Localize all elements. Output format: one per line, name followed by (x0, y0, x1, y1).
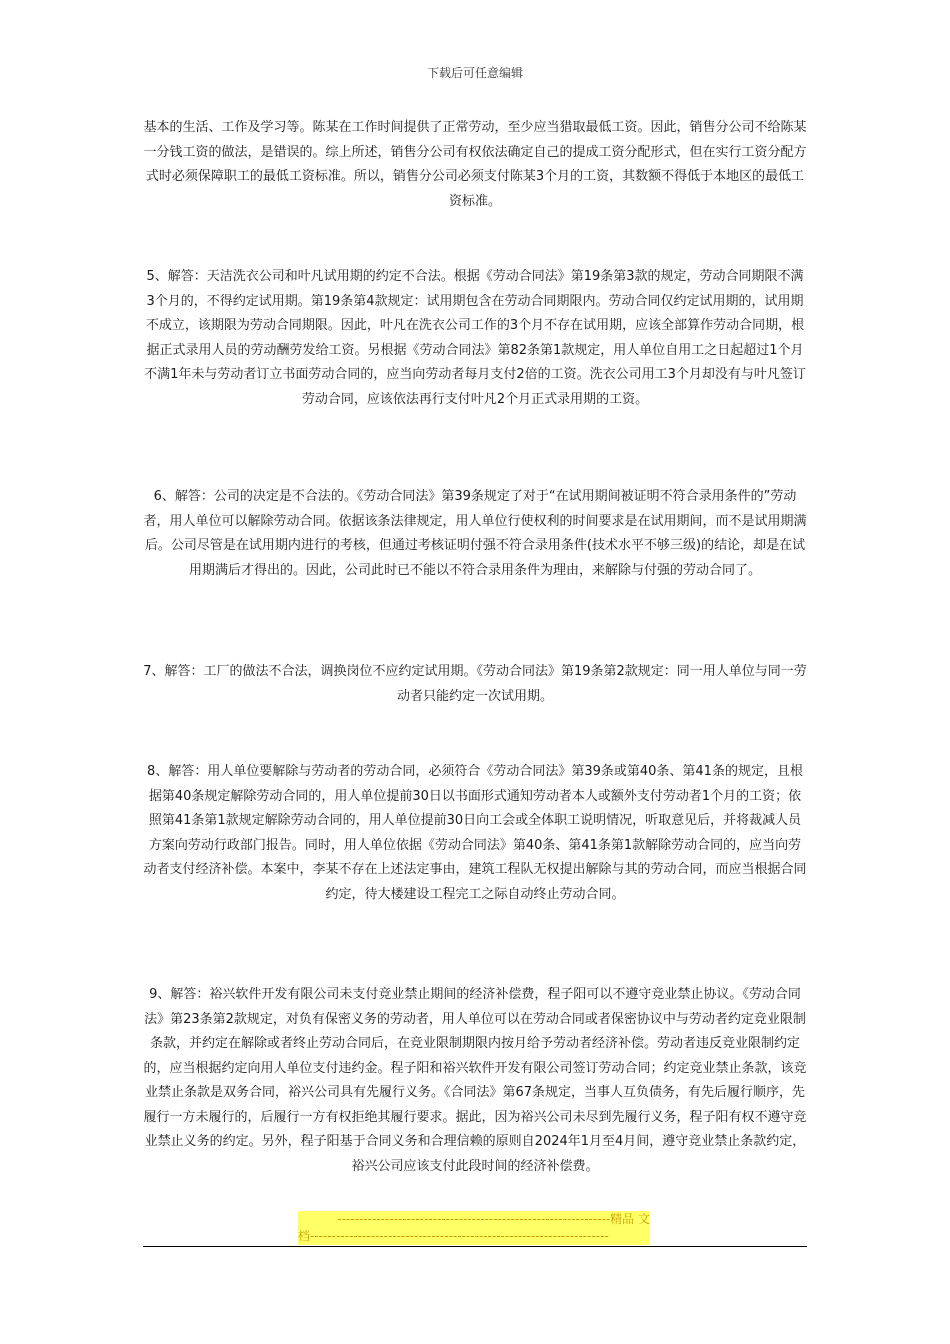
answer-5-paragraph: 5、解答：天洁洗衣公司和叶凡试用期的约定不合法。根据《劳动合同法》第19条第3款的规定，劳动合同期限不满3个月的，不得约定试用期。第19条第4款规定：试用期包含在劳动合同期限内。劳动合同仅约定试用期的，试用期不成立，该期限为劳动合同期限。因此，叶凡在洗衣公司工作的3个月不存在试用期，应该全部算作劳动合同期，根据正式录用人员的劳动酬劳发给工资。另根据《劳动合同法》第82条第1款规定，用人单位自用工之日起超过1个月不满1年未与劳动者订立书面劳动合同的，应当向劳动者每月支付2倍的工资。洗衣公司用工3个月却没有与叶凡签订劳动合同，应该依法再行支付叶凡2个月正式录用期的工资。 (144, 269, 806, 407)
answer-9-paragraph: 9、解答：裕兴软件开发有限公司未支付竞业禁止期间的经济补偿费，程子阳可以不遵守竞业禁止协议。《劳动合同法》第23条第2款规定，对负有保密义务的劳动者，用人单位可以在劳动合同或者保密协议中与劳动者约定竞业限制条款，并约定在解除或者终止劳动合同后，在竞业限制期限内按月给予劳动者经济补偿。劳动者违反竞业限制约定的，应当根据约定向用人单位支付违约金。程子阳和裕兴软件开发有限公司签订劳动合同；约定竞业禁止条款，该竞业禁止条款是双务合同，裕兴公司具有先履行义务。《合同法》第67条规定，当事人互负债务，有先后履行顺序，先履行一方未履行的，后履行一方有权拒绝其履行要求。据此，因为裕兴公司未尽到先履行义务，程子阳有权不遵守竞业禁止义务的约定。另外，程子阳基于合同义务和合理信赖的原则自2024年1月至4月间，遵守竞业禁止条款约定，裕兴公司应该支付此段时间的经济补偿费。 (143, 987, 807, 1174)
answer-8-paragraph: 8、解答：用人单位要解除与劳动者的劳动合同，必须符合《劳动合同法》第39条或第40条、第41条的规定，且根据第40条规定解除劳动合同的，用人单位提前30日以书面形式通知劳动者本人或额外支付劳动者1个月的工资；依照第41条第1款规定解除劳动合同的，用人单位提前30日向工会或全体职工说明情况，听取意见后，并将裁减人员方案向劳动行政部门报告。同时，用人单位依据《劳动合同法》第40条、第41条第1款解除劳动合同的，应当向劳动者支付经济补偿。本案中，李某不存在上述法定事由，建筑工程队无权提出解除与其的劳动合同，而应当根据合同约定，待大楼建设工程完工之际自动终止劳动合同。 (143, 764, 807, 902)
answer-6-paragraph: 6、解答：公司的决定是不合法的。《劳动合同法》第39条规定了对于“在试用期间被证明不符合录用条件的”劳动者，用人单位可以解除劳动合同。依据该条法律规定，用人单位行使权利的时间要求是在试用期间，而不是试用期满后。公司尽管是在试用期内进行的考核，但通过考核证明付强不符合录用条件(技术水平不够三级)的结论，却是在试用期满后才得出的。因此，公司此时已不能以不符合录用条件为理由，来解除与付强的劳动合同了。 (143, 489, 807, 578)
footer-divider (143, 1246, 807, 1247)
answer-7-paragraph: 7、解答：工厂的做法不合法，调换岗位不应约定试用期。《劳动合同法》第19条第2款规定：同一用人单位与同一劳动者只能约定一次试用期。 (143, 664, 807, 704)
footer-watermark-line-1: ---------------------------------------------------------------精品 文 (298, 1211, 650, 1228)
footer-watermark-line-2: 档--------------------------------------------------------------------- (298, 1228, 650, 1245)
page-header: 下载后可任意编辑 (426, 66, 523, 80)
paragraph-intro-continuation: 基本的生活、工作及学习等。陈某在工作时间提供了正常劳动，至少应当猎取最低工资。因此，销售分公司不给陈某一分钱工资的做法，是错误的。综上所述，销售分公司有权依法确定自己的提成工资分配形式，但在实行工资分配方式时必须保障职工的最低工资标准。所以，销售分公司必须支付陈某3个月的工资，其数额不得低于本地区的最低工资标准。 (143, 120, 807, 209)
